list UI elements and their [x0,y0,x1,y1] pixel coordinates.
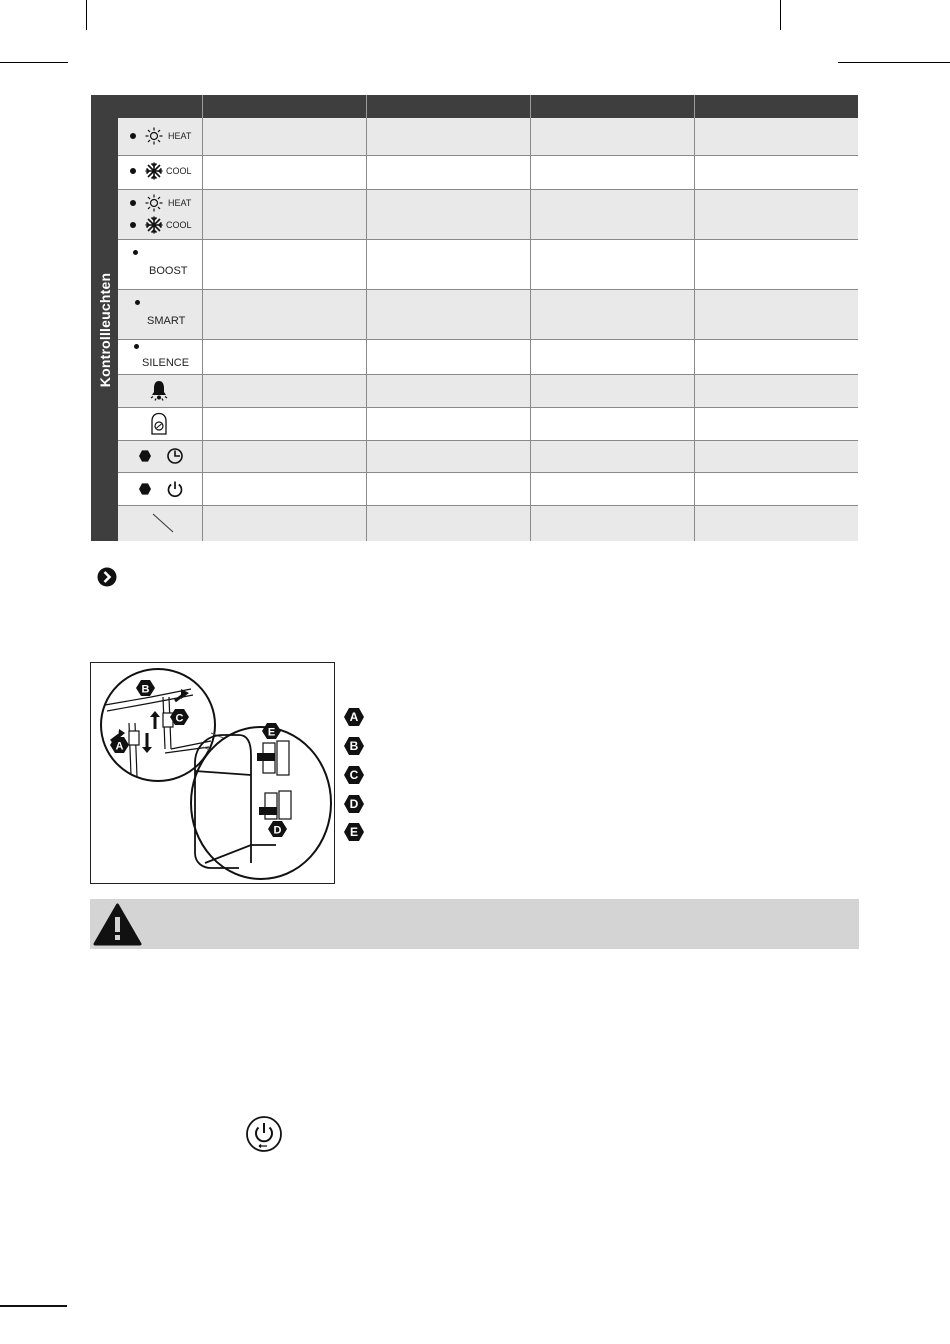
power-icon [166,480,184,498]
sun-icon [145,127,163,145]
column-divider [202,118,203,541]
column-divider [694,118,695,541]
crop-mark [780,0,781,30]
indicator-label: SMART [147,315,186,327]
table-row [118,407,858,440]
legend-badge-e [344,822,364,842]
indicator-label: COOL [166,220,192,230]
table-row [118,289,858,339]
header-divider [366,95,367,118]
standby-power-icon [245,1115,283,1153]
diagonal-line [151,512,175,534]
side-header-label: Kontrollleuchten [96,272,113,387]
table-side-header [91,118,118,541]
legend-badge-b [344,736,364,756]
indicator-dot [130,222,136,228]
crop-mark [0,62,68,63]
installation-drawing [91,663,334,883]
table-header [91,95,858,118]
table-row [118,472,858,505]
unit-detail-circle [191,727,331,879]
legend-letter: D [349,797,359,811]
table-row [118,239,858,289]
table-row [118,505,858,541]
bell-alarm-icon [149,379,169,401]
row-divider [118,472,858,473]
installation-figure [90,662,335,884]
row-divider [118,189,858,190]
svg-text:D: D [273,824,282,837]
header-divider [694,95,695,118]
svg-text:E: E [267,726,276,739]
timer-icon [166,447,184,465]
water-tank-icon [149,412,169,436]
indicator-label: BOOST [149,265,188,277]
legend-letter: B [349,739,359,753]
crop-mark [838,62,950,63]
legend-badge-a [344,707,364,727]
warning-triangle-icon [90,899,145,949]
snowflake-icon [145,162,163,180]
row-divider [118,440,858,441]
legend-letter: A [349,710,359,724]
row-divider [118,155,858,156]
column-divider [366,118,367,541]
row-divider [118,505,858,506]
column-divider [530,118,531,541]
legend-badge-c [344,765,364,785]
indicator-dot [135,300,140,305]
indicator-label: HEAT [168,131,192,141]
row-divider [118,339,858,340]
indicator-label: SILENCE [142,357,190,369]
snowflake-icon [145,216,163,234]
indicator-label: HEAT [168,198,192,208]
table-row [118,374,858,407]
table-row [118,118,858,155]
table-row [118,189,858,239]
svg-text:C: C [175,712,184,725]
indicator-label: COOL [166,166,192,176]
table-row [118,155,858,189]
sun-icon [145,194,163,212]
legend-letter: E [349,825,358,839]
indicator-dot [133,250,138,255]
row-divider [118,407,858,408]
legend-badge-d [344,794,364,814]
indicator-table [91,95,858,541]
svg-text:A: A [115,740,124,753]
indicator-dot [130,168,136,174]
header-divider [202,95,203,118]
indicator-dot [134,344,139,349]
pipe-detail-circle [101,669,215,781]
indicator-dot [130,133,136,139]
footer-rule [0,1305,67,1307]
indicator-dot [130,200,136,206]
table-row [118,440,858,472]
arrow-bullet-icon [97,567,117,587]
legend-letter: C [349,768,359,782]
row-divider [118,289,858,290]
row-divider [118,374,858,375]
row-divider [118,239,858,240]
header-divider [530,95,531,118]
warning-box [90,899,859,949]
table-row [118,339,858,374]
crop-mark [86,0,87,30]
svg-text:B: B [141,683,150,696]
